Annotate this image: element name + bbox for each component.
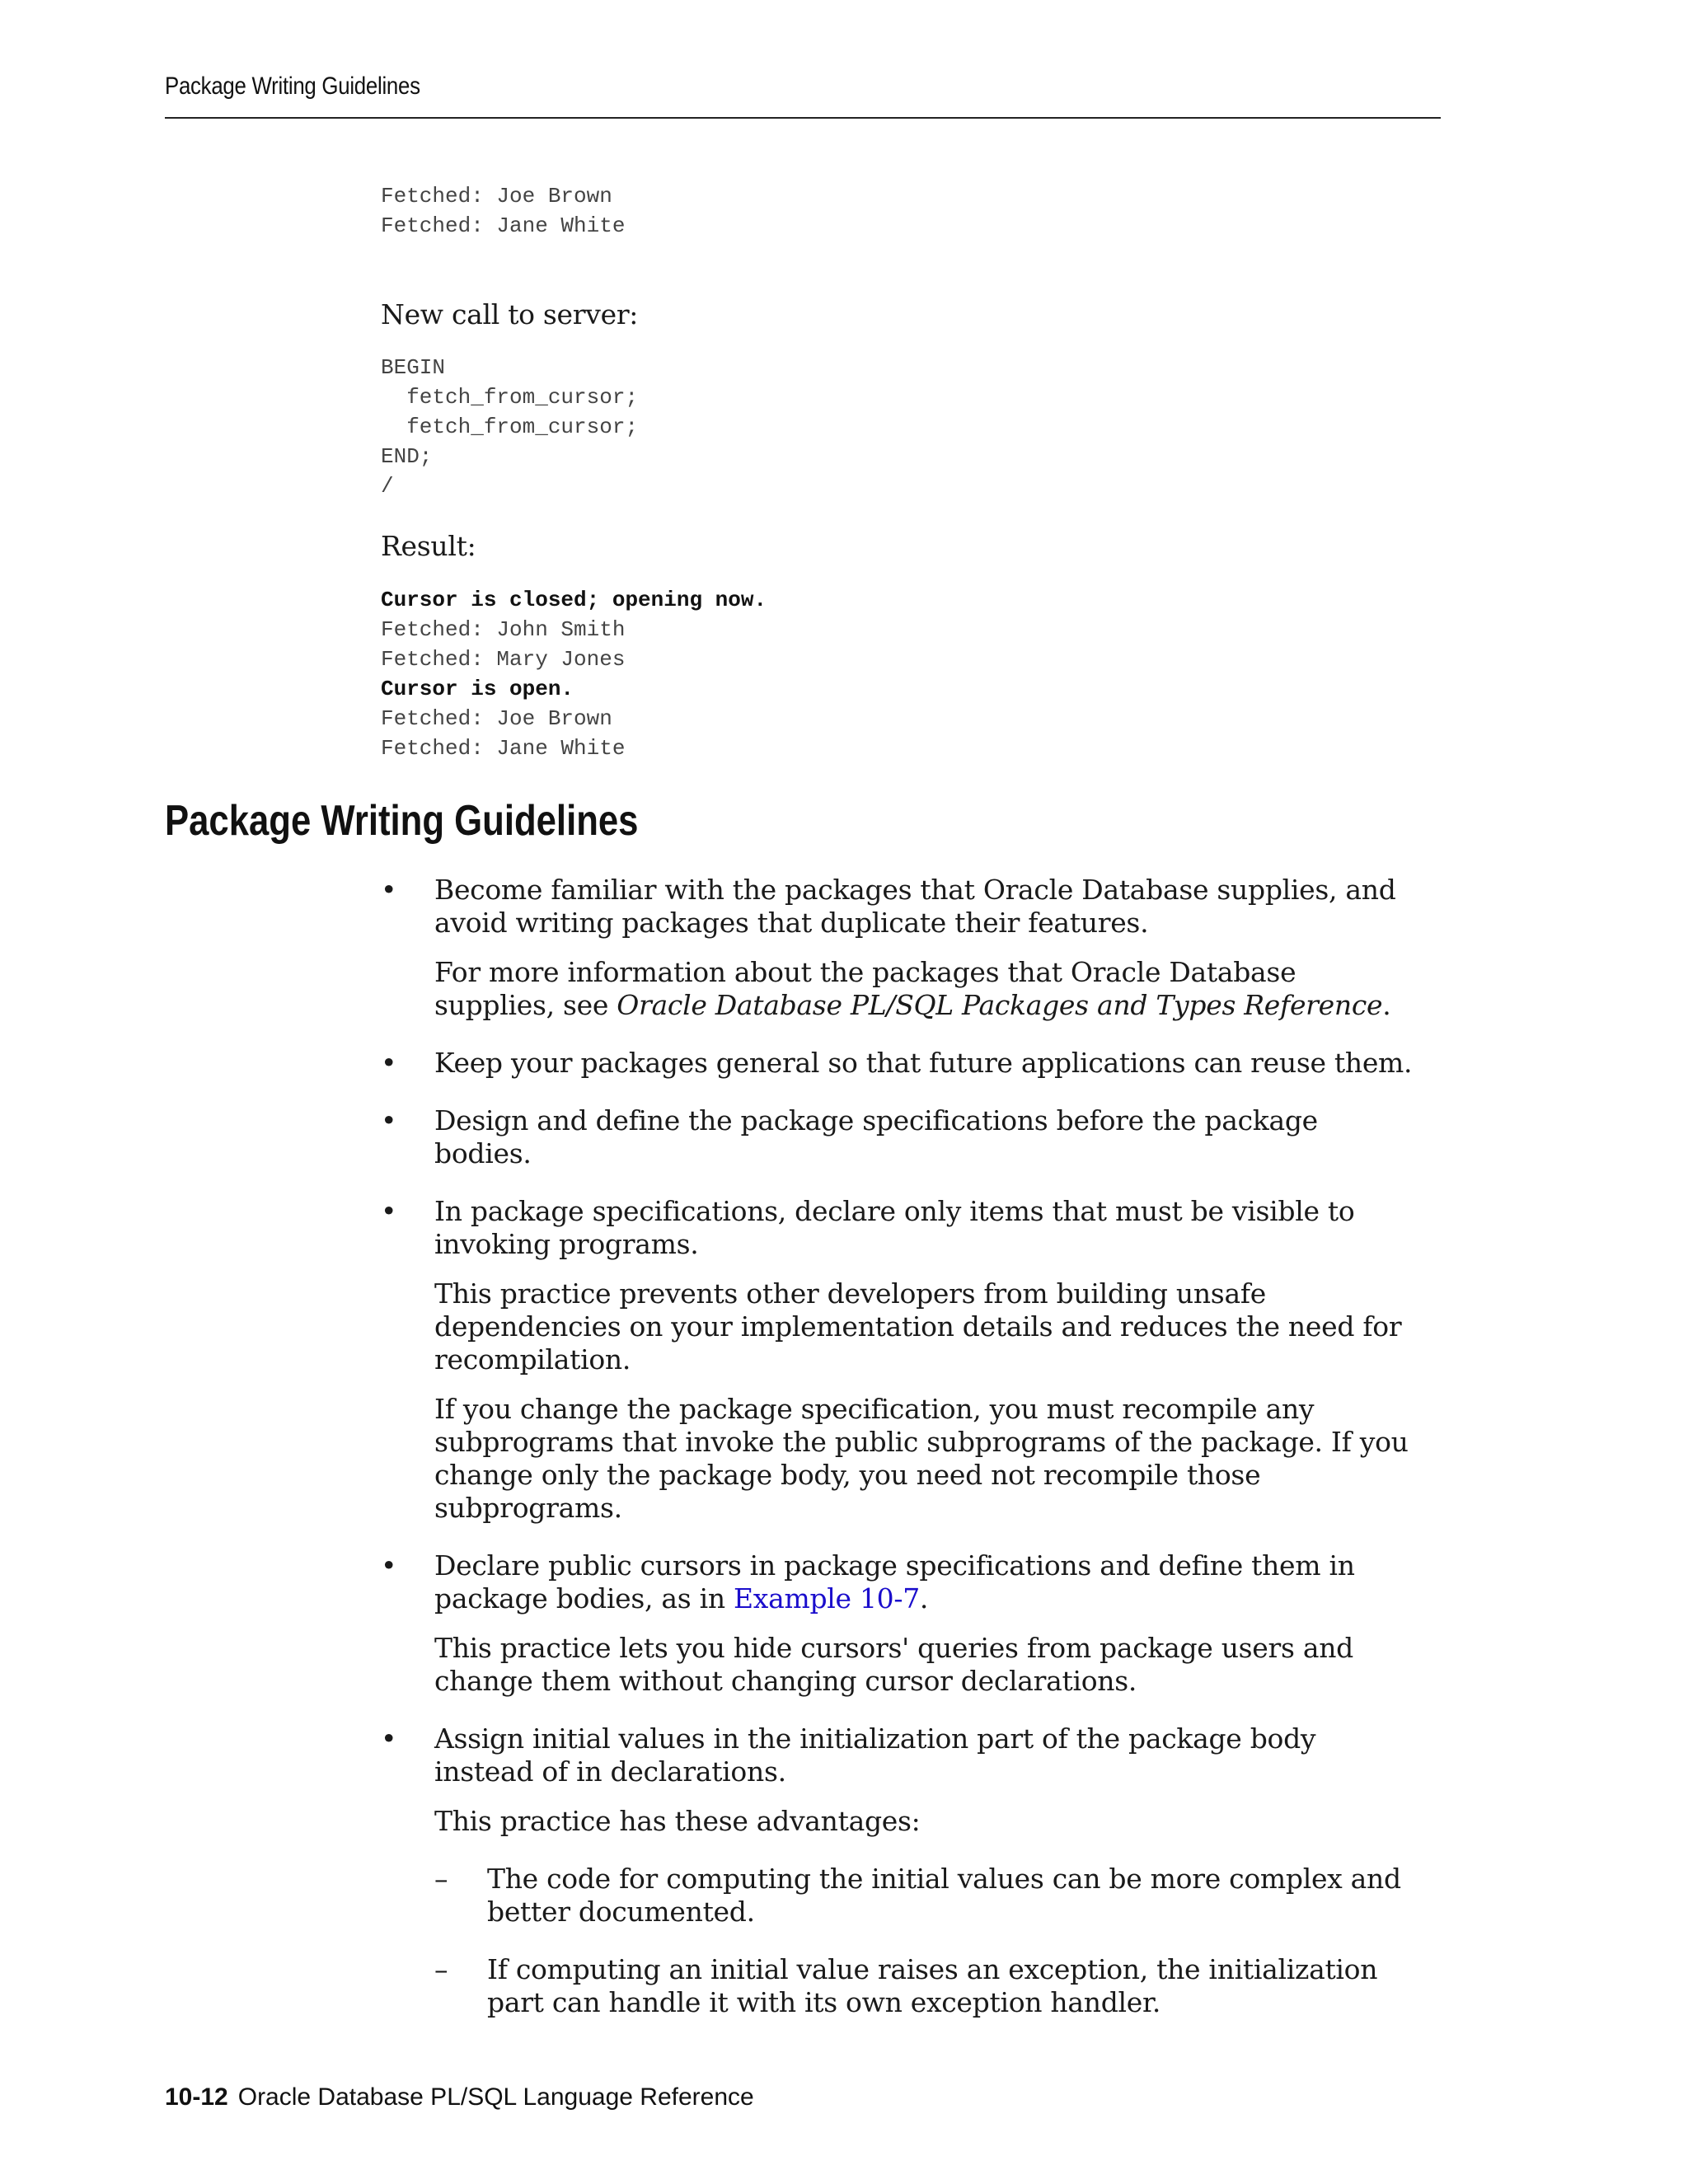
sub-list-item — [434, 1863, 1419, 1929]
bullet-marker: • — [381, 1549, 397, 1582]
item-paragraph: This practice has these advantages: — [434, 1805, 921, 1837]
list-item — [381, 1195, 1419, 1525]
item-text: Keep your packages general so that future applications can reuse them. — [434, 1047, 1413, 1079]
code-line: / — [381, 474, 394, 499]
item-paragraph — [434, 956, 1419, 1022]
list-item — [381, 1047, 1419, 1080]
book-title-reference: Oracle Database PL/SQL Packages and Types Reference — [617, 989, 1383, 1021]
item-text: In package specifications, declare only items that must be visible to invoking programs. — [434, 1195, 1355, 1260]
item-paragraph: This practice lets you hide cursors' queries from package users and change them without changing cursor declarations. — [434, 1632, 1353, 1697]
bullet-marker: • — [381, 1104, 397, 1137]
book-title: Oracle Database PL/SQL Language Reference — [237, 2083, 754, 2111]
item-paragraph: If you change the package specification, you must recompile any subprograms that invoke the public subprograms of the package. If you change only the package body, you need not recompile those subprograms. — [434, 1393, 1409, 1524]
code-line: fetch_from_cursor; — [381, 385, 639, 410]
list-item — [381, 1104, 1419, 1170]
code-line-bold: Cursor is closed; opening now. — [381, 588, 767, 612]
item-text: Become familiar with the packages that Oracle Database supplies, and avoid writing packages that duplicate their features. — [434, 874, 1396, 939]
code-block-call — [381, 353, 638, 501]
sub-item-text: If computing an initial value raises an exception, the initialization part can handle it with its own exception handler. — [487, 1953, 1378, 2018]
code-line: Fetched: John Smith — [381, 617, 626, 642]
dash-marker: – — [434, 1953, 448, 1985]
header-rule — [165, 117, 1441, 119]
bullet-marker: • — [381, 1722, 397, 1755]
code-line: Fetched: Joe Brown — [381, 706, 612, 731]
sub-item-text: The code for computing the initial values can be more complex and better documented. — [487, 1863, 1401, 1928]
example-10-7-link[interactable]: Example 10-7 — [734, 1582, 920, 1615]
item-text: Assign initial values in the initialization part of the package body instead of in declarations. — [434, 1722, 1316, 1788]
result-label: Result: — [381, 530, 476, 562]
running-header: Package Writing Guidelines — [165, 73, 420, 100]
code-line: END; — [381, 444, 433, 469]
code-line: BEGIN — [381, 355, 446, 380]
list-item — [381, 1549, 1419, 1698]
code-line-bold: Cursor is open. — [381, 677, 574, 701]
list-item — [381, 874, 1419, 1022]
code-line: Fetched: Mary Jones — [381, 647, 626, 672]
section-heading: Package Writing Guidelines — [165, 797, 639, 845]
guidelines-list — [381, 874, 1419, 2044]
code-output-top — [381, 181, 625, 241]
item-paragraph-suffix: . — [1382, 989, 1391, 1021]
bullet-marker: • — [381, 874, 397, 906]
bullet-marker: • — [381, 1195, 397, 1227]
dash-marker: – — [434, 1863, 448, 1895]
code-output-result — [381, 585, 767, 763]
code-line: fetch_from_cursor; — [381, 415, 639, 439]
bullet-marker: • — [381, 1047, 397, 1079]
code-line: Fetched: Joe Brown — [381, 184, 612, 209]
sub-list-item — [434, 1953, 1419, 2019]
code-line: Fetched: Jane White — [381, 213, 626, 238]
item-paragraph: This practice prevents other developers from building unsafe dependencies on your implementation details and reduces the need for recompilation. — [434, 1277, 1402, 1376]
item-text: Design and define the package specifications before the package bodies. — [434, 1104, 1318, 1169]
page-number: 10-12 — [165, 2083, 228, 2111]
code-line: Fetched: Jane White — [381, 736, 626, 761]
new-call-label: New call to server: — [381, 298, 639, 330]
item-paragraph-text: For more information about the packages that Oracle Database supplies, see — [434, 956, 1296, 1021]
page-footer — [165, 2083, 754, 2111]
item-text — [434, 1549, 1419, 1615]
list-item — [381, 1722, 1419, 2019]
item-text-prefix: Declare public cursors in package specifications and define them in package bodies, as in — [434, 1549, 1355, 1615]
item-text-suffix: . — [919, 1582, 929, 1615]
